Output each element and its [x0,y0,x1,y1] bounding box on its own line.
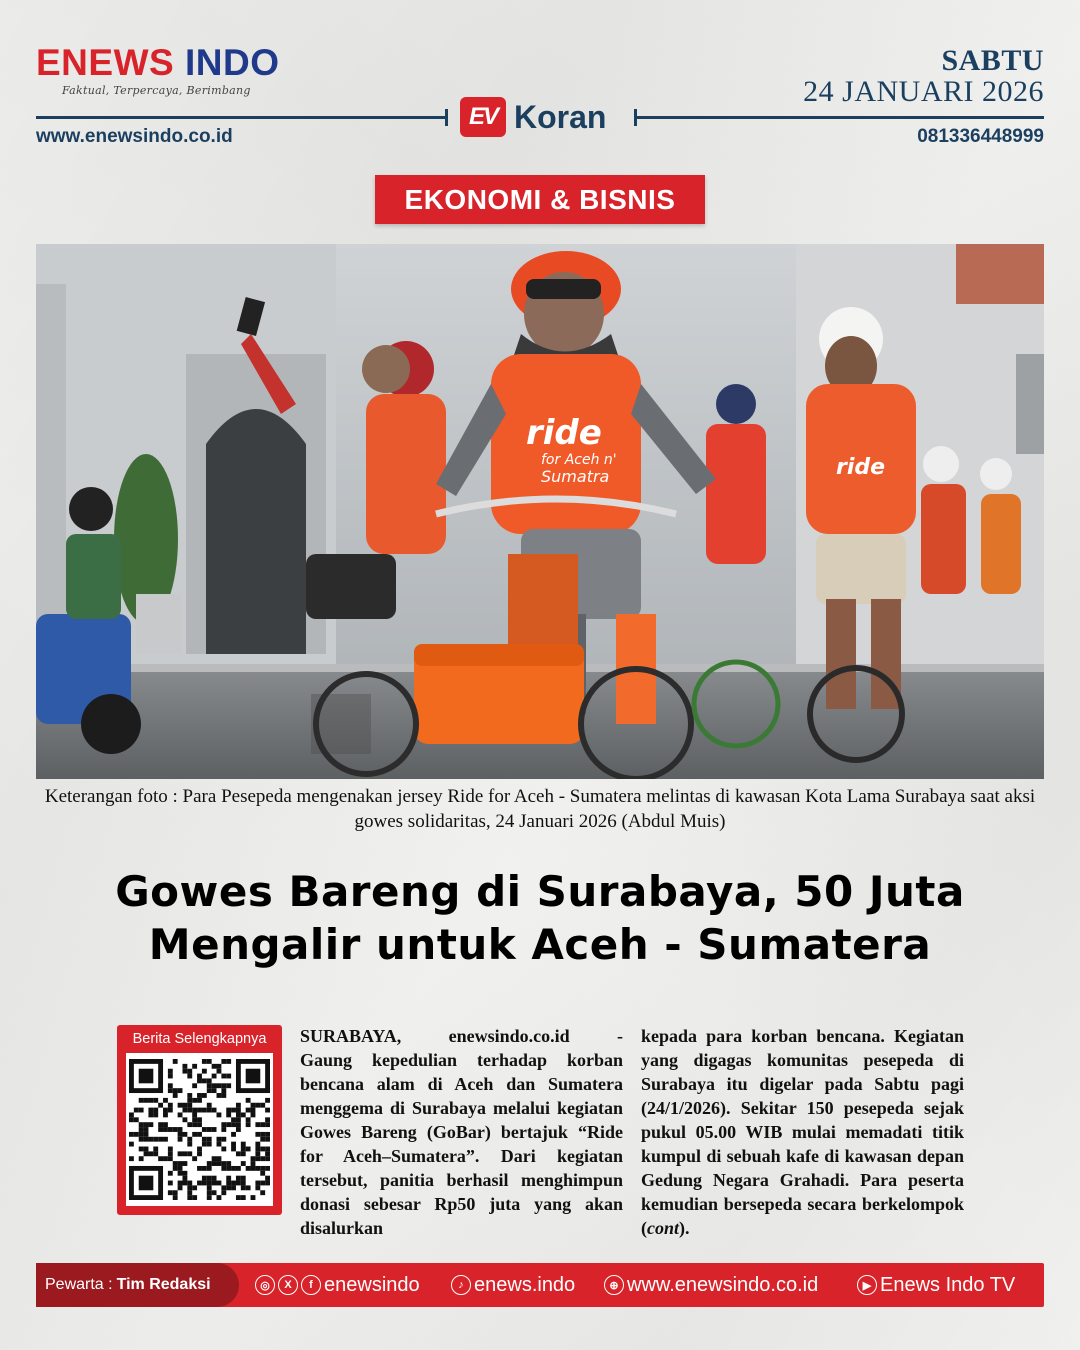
header-rule-right [634,116,1044,119]
jersey-text-1: ride [526,413,602,453]
news-photo [36,244,1044,779]
brand-name [36,44,279,81]
tiktok-icon: ♪ [451,1275,471,1295]
cyclists-illustration [36,244,1044,779]
koran-label: Koran [514,98,607,135]
koran-logo [460,97,606,137]
youtube-icon: ▶ [857,1275,877,1295]
qr-code-box[interactable] [117,1025,282,1215]
instagram-icon: ◎ [255,1275,275,1295]
tiktok-handle: enews.indo [474,1273,576,1296]
social-handle-link[interactable] [255,1263,420,1307]
website-footer-link[interactable] [604,1263,818,1307]
qr-title: Berita Selengkapnya [132,1031,267,1047]
youtube-link[interactable] [857,1263,1015,1307]
headline-line-1: Gowes Bareng di Surabaya, 50 Juta [115,867,965,916]
article-lead: SURABAYA, enewsindo.co.id - [300,1026,623,1046]
pewarta-name: Tim Redaksi [116,1276,211,1293]
section-badge: EKONOMI & BISNIS [375,175,705,224]
website-link[interactable]: www.enewsindo.co.id [36,126,233,147]
pewarta-label: Pewarta : [45,1276,113,1293]
article-column-2 [641,1024,964,1240]
qr-code-icon [129,1059,270,1200]
footer-website: www.enewsindo.co.id [627,1273,819,1296]
social-handle: enewsindo [324,1273,420,1296]
jersey-text-right: ride [836,455,886,480]
tiktok-link[interactable] [451,1263,575,1307]
footer-bar [36,1263,1044,1307]
x-icon: X [278,1275,298,1295]
qr-code[interactable] [126,1053,273,1206]
brand-name-part1: ENEWS [36,42,175,83]
jersey-text-2: for Aceh n' [541,452,617,468]
article-end: ). [679,1218,690,1238]
date-full: 24 JANUARI 2026 [803,75,1044,108]
youtube-channel: Enews Indo TV [880,1273,1016,1296]
date-block [803,46,1044,108]
brand-name-part2: INDO [184,42,280,83]
jersey-text-3: Sumatra [541,467,610,486]
facebook-icon: f [301,1275,321,1295]
headline-line-2: Mengalir untuk Aceh - Sumatera [148,919,932,969]
header-rule-left [36,116,448,119]
brand-logo[interactable] [36,44,279,97]
article-cont: cont [647,1218,680,1238]
article-body-1: Gaung kepedulian terhadap korban bencana alam di Aceh dan Sumatera menggema di Surabaya melalui kegiatan Gowes Bareng (GoBar) bertajuk “Ride for Aceh–Sumatera”. Dari kegiatan tersebut, panitia berhasil menghimpun donasi sebesar Rp50 juta yang akan disalurkan [300,1050,623,1238]
article-column-1 [300,1024,623,1240]
article-body-2: kepada para korban bencana. Kegiatan yang digagas komunitas pesepeda di Surabaya itu digelar pada Sabtu pagi (24/1/2026). Sekitar 150 pesepeda sejak pukul 05.00 WIB mulai memadati titik kumpul di sebuah kafe di kawasan depan Gedung Negara Grahadi. Para peserta kemudian bersepeda secara berkelompok ( [641,1026,964,1238]
headline [40,866,1040,971]
brand-tagline: Faktual, Terpercaya, Berimbang [62,84,251,97]
globe-icon: ⊕ [604,1275,624,1295]
date-day: SABTU [941,44,1044,77]
pewarta-badge [36,1263,239,1307]
photo-caption: Keterangan foto : Para Pesepeda mengenakan jersey Ride for Aceh - Sumatera melintas di kawasan Kota Lama Surabaya saat aksi gowes solidaritas, 24 Januari 2026 (Abdul Muis) [44,786,1036,832]
phone-number: 081336448999 [917,126,1044,147]
ev-logo-icon: EV [460,97,506,137]
